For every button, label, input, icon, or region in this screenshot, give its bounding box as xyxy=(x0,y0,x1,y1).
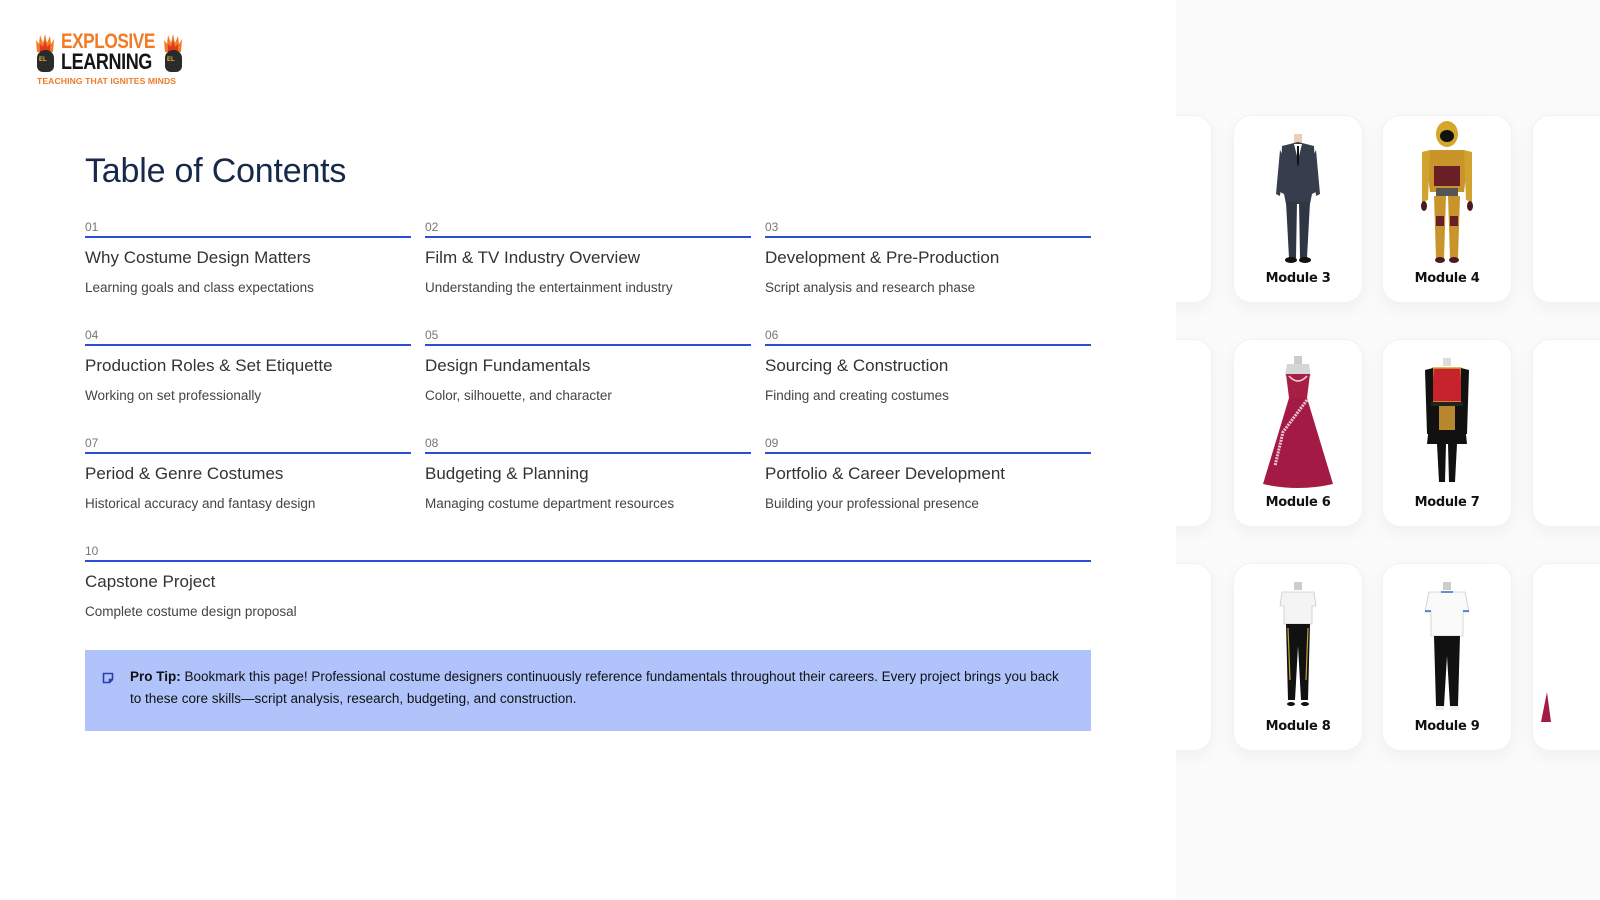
toc-description: Finding and creating costumes xyxy=(765,388,949,403)
toc-heading: Development & Pre-Production xyxy=(765,248,1000,267)
module-card-7[interactable] xyxy=(1382,339,1512,527)
divider xyxy=(425,236,751,238)
module-card-partial[interactable] xyxy=(1532,339,1600,527)
module-card-4[interactable] xyxy=(1382,115,1512,303)
toc-item-02[interactable] xyxy=(425,218,751,297)
toc-description: Learning goals and class expectations xyxy=(85,280,314,295)
toc-heading: Sourcing & Construction xyxy=(765,356,949,375)
divider xyxy=(765,452,1091,454)
toc-description: Historical accuracy and fantasy design xyxy=(85,496,316,511)
toc-number: 06 xyxy=(765,328,779,342)
toc-description: Script analysis and research phase xyxy=(765,280,976,295)
toc-heading: Design Fundamentals xyxy=(425,356,591,375)
military-coat-image xyxy=(1417,356,1477,496)
toc-description: Complete costume design proposal xyxy=(85,604,297,619)
module-card-partial[interactable] xyxy=(1532,563,1600,751)
logo-flame-head-icon: EL xyxy=(162,34,184,72)
divider xyxy=(85,560,1091,562)
module-card-9[interactable] xyxy=(1382,563,1512,751)
toc-description: Color, silhouette, and character xyxy=(425,388,612,403)
pro-tip-text xyxy=(130,666,1071,710)
module-card-label: Module 7 xyxy=(1414,495,1480,510)
logo-flame-head-icon: EL xyxy=(34,34,56,72)
module-card-6[interactable] xyxy=(1233,339,1363,527)
toc-item-01[interactable] xyxy=(85,218,411,297)
toc-number: 03 xyxy=(765,220,779,234)
divider xyxy=(425,344,751,346)
toc-heading: Production Roles & Set Etiquette xyxy=(85,356,333,375)
toc-item-09[interactable] xyxy=(765,434,1091,513)
crimson-gown-image xyxy=(1253,356,1343,496)
toc-item-03[interactable] xyxy=(765,218,1091,297)
toc-item-08[interactable] xyxy=(425,434,751,513)
gold-armor-image xyxy=(1412,120,1482,270)
page-title: Table of Contents xyxy=(85,152,347,190)
module-gallery xyxy=(1176,0,1600,900)
toc-item-04[interactable] xyxy=(85,326,411,405)
pro-tip-label: Pro Tip: xyxy=(130,669,181,684)
module-card-label: Module 8 xyxy=(1265,719,1331,734)
divider xyxy=(425,452,751,454)
module-card-label: Module 3 xyxy=(1265,271,1331,286)
divider xyxy=(85,452,411,454)
logo-tagline: TEACHING THAT IGNITES MINDS xyxy=(37,76,177,86)
sticky-note-icon xyxy=(102,672,114,684)
brand-logo xyxy=(34,30,186,88)
toc-number: 07 xyxy=(85,436,99,450)
toc-description: Managing costume department resources xyxy=(425,496,675,511)
module-card-label: Module 6 xyxy=(1265,495,1331,510)
pro-tip-callout xyxy=(85,650,1091,731)
divider xyxy=(85,236,411,238)
toc-description: Building your professional presence xyxy=(765,496,979,511)
module-card-3[interactable] xyxy=(1233,115,1363,303)
module-card-partial[interactable] xyxy=(1532,115,1600,303)
lace-blouse-outfit-image xyxy=(1268,580,1328,720)
toc-item-05[interactable] xyxy=(425,326,751,405)
module-card-partial[interactable] xyxy=(1176,339,1212,527)
module-card-partial[interactable] xyxy=(1176,115,1212,303)
gown-fragment-image xyxy=(1541,692,1561,732)
divider xyxy=(765,344,1091,346)
toc-heading: Why Costume Design Matters xyxy=(85,248,311,267)
module-card-partial[interactable] xyxy=(1176,563,1212,751)
toc-item-10[interactable] xyxy=(85,542,1091,621)
toc-heading: Budgeting & Planning xyxy=(425,464,589,483)
divider xyxy=(765,236,1091,238)
toc-number: 09 xyxy=(765,436,779,450)
toc-number: 08 xyxy=(425,436,439,450)
toc-number: 02 xyxy=(425,220,439,234)
toc-number: 04 xyxy=(85,328,99,342)
logo-word-learning: LEARNING xyxy=(61,49,152,74)
toc-number: 05 xyxy=(425,328,439,342)
module-card-label: Module 4 xyxy=(1414,271,1480,286)
divider xyxy=(85,344,411,346)
logo-word-explosive: EXPLOSIVE xyxy=(61,30,155,53)
module-card-8[interactable] xyxy=(1233,563,1363,751)
toc-heading: Capstone Project xyxy=(85,572,216,591)
toc-heading: Period & Genre Costumes xyxy=(85,464,284,483)
module-card-label: Module 9 xyxy=(1414,719,1480,734)
toc-number: 10 xyxy=(85,544,99,558)
toc-heading: Portfolio & Career Development xyxy=(765,464,1006,483)
toc-item-07[interactable] xyxy=(85,434,411,513)
white-shirt-uniform-image xyxy=(1417,580,1477,720)
toc-description: Understanding the entertainment industry xyxy=(425,280,673,295)
toc-item-06[interactable] xyxy=(765,326,1091,405)
toc-number: 01 xyxy=(85,220,99,234)
toc-description: Working on set professionally xyxy=(85,388,262,403)
business-suit-image xyxy=(1268,124,1328,264)
pro-tip-body: Bookmark this page! Professional costume designers continuously reference fundamentals throughout their careers. Every project brings you back to these core skills—script analysis, research, budgeting, and construction. xyxy=(130,669,1059,706)
toc-heading: Film & TV Industry Overview xyxy=(425,248,641,267)
